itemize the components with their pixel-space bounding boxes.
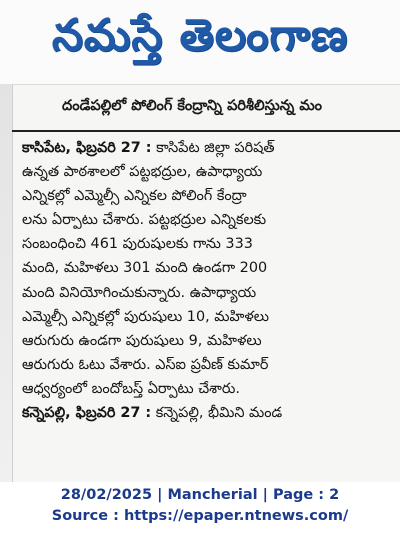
masthead-title: నమస్తే తెలంగాణ <box>51 10 349 61</box>
article-line: మంది, మహిళలు 301 మంది ఉండగా 200 <box>22 260 268 277</box>
article-line: మంది వినియోగించుకున్నారు. ఉపాధ్యాయ <box>22 284 257 301</box>
article-line: ఎమ్మెల్సీ ఎన్నికల్లో పురుషులు 10, మహిళలు <box>22 308 269 325</box>
article-line: ఎన్నికల్లో ఎమ్మెల్సీ ఎన్నికల పోలింగ్ కేంద్రా <box>22 188 247 205</box>
article-text: కాసిపేట జిల్లా పరిషత్ <box>151 140 275 156</box>
photo-caption-headline: దండేపల్లిలో పోలింగ్ కేంద్రాన్ని పరిశీలిస్తున్న మం <box>62 98 323 114</box>
article-line: ఆరుగురు ఓటు వేశారు. ఎస్ఐ ప్రవీణ్ కుమార్ <box>22 356 269 373</box>
adjacent-column-edge <box>0 84 13 482</box>
edition-info: 28/02/2025 | Mancherial | Page : 2 <box>60 487 340 503</box>
article-line: ఉన్నత పాఠశాలలో పట్టభద్రుల, ఉపాధ్యాయ <box>22 164 263 181</box>
article-line <box>22 401 394 425</box>
article-line: సంబంధించి 461 పురుషులకు గాను 333 <box>22 236 253 253</box>
divider-rule <box>12 130 400 132</box>
article-body <box>22 136 394 425</box>
article-line: ఆధ్వర్యంలో బందోబస్త్ ఏర్పాటు చేశారు. <box>22 380 240 397</box>
article-line: ఆరుగురు ఉండగా పురుషులు 9, మహిళలు <box>22 332 262 349</box>
source-link[interactable]: Source : https://epaper.ntnews.com/ <box>51 508 349 524</box>
article-line: లను ఏర్పాటు చేశారు. పట్టభద్రుల ఎన్నికలకు <box>22 212 267 229</box>
article-text: కన్నెపల్లి, భీమిని మండ <box>151 405 283 422</box>
dateline: కన్నెపల్లి, ఫిబ్రవరి 27 : <box>22 405 152 422</box>
article-line <box>22 136 394 160</box>
dateline: కాసిపేట, ఫిబ్రవరి 27 : <box>22 140 152 156</box>
masthead <box>0 0 400 85</box>
